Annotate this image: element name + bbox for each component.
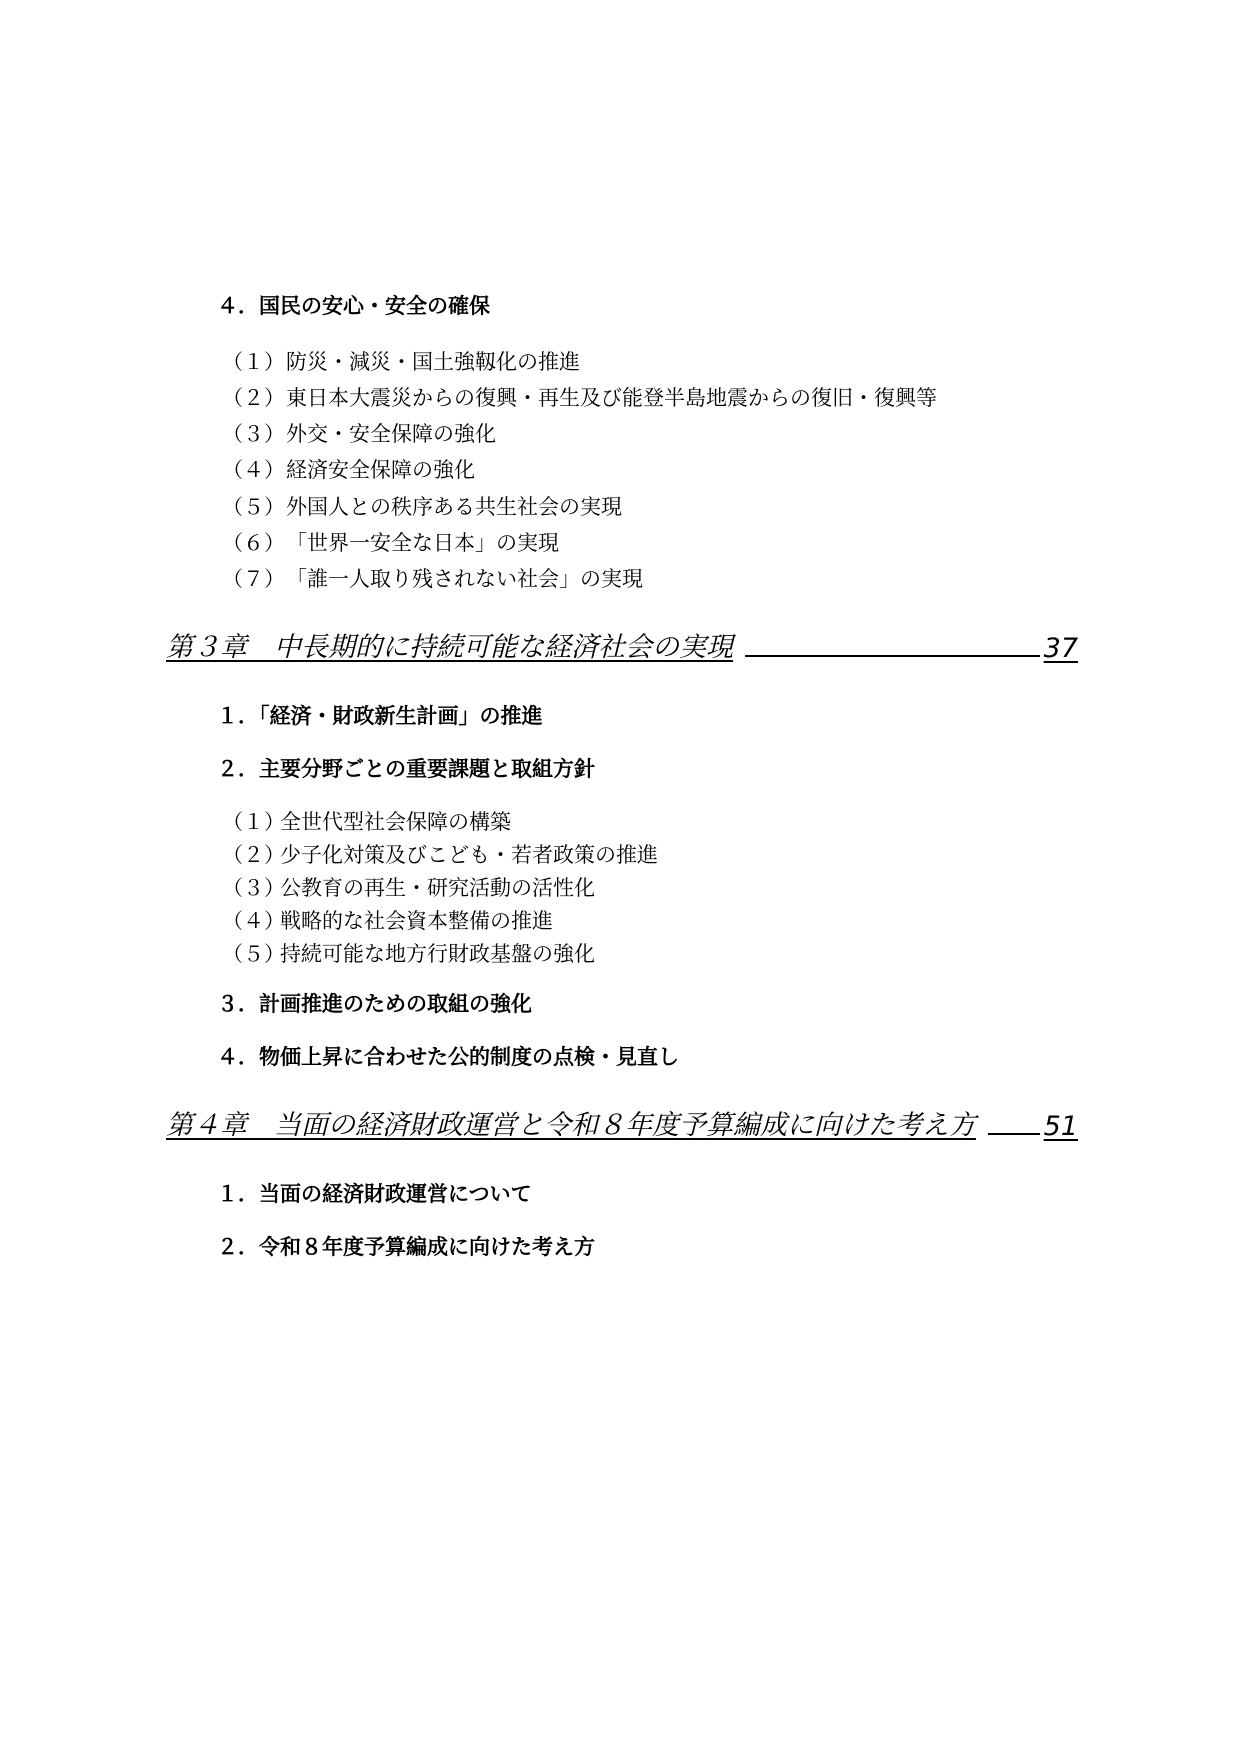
item-text: 外交・安全保障の強化	[286, 422, 496, 446]
item-text: 東日本大震災からの復興・再生及び能登半島地震からの復旧・復興等	[286, 386, 937, 410]
list-item	[222, 872, 595, 902]
list-item	[222, 382, 937, 412]
section-heading: ４．国民の安心・安全の確保	[217, 294, 490, 318]
list-item	[222, 839, 658, 869]
item-number: （１）	[222, 810, 285, 834]
list-item	[222, 491, 622, 521]
list-item	[222, 905, 553, 935]
list-item	[222, 938, 595, 968]
list-item	[222, 806, 511, 836]
item-number: （３）	[222, 876, 285, 900]
section-heading: ２．令和８年度予算編成に向けた考え方	[217, 1235, 595, 1259]
item-number: （２）	[222, 386, 285, 410]
item-number: （７）	[222, 567, 285, 591]
item-number: （４）	[222, 458, 285, 482]
section-heading: ２．主要分野ごとの重要課題と取組方針	[217, 757, 595, 781]
list-item	[222, 418, 496, 448]
item-text: 戦略的な社会資本整備の推進	[280, 909, 553, 933]
item-text: 持続可能な地方行財政基盤の強化	[280, 942, 595, 966]
chapter-title: 第４章 当面の経済財政運営と令和８年度予算編成に向けた考え方	[166, 1110, 976, 1141]
item-text: 外国人との秩序ある共生社会の実現	[286, 495, 622, 519]
list-item	[222, 346, 580, 376]
leader-line	[745, 655, 1040, 657]
item-text: 全世代型社会保障の構築	[280, 810, 511, 834]
item-number: （２）	[222, 843, 285, 867]
chapter-title: 第３章 中長期的に持続可能な経済社会の実現	[166, 632, 733, 663]
item-text: 経済安全保障の強化	[286, 458, 475, 482]
item-text: 公教育の再生・研究活動の活性化	[280, 876, 595, 900]
item-number: （３）	[222, 422, 285, 446]
section-heading: １．「経済・財政新生計画」の推進	[217, 704, 543, 728]
item-text: 少子化対策及びこども・若者政策の推進	[280, 843, 658, 867]
list-item	[222, 454, 475, 484]
item-text: 防災・減災・国土強靱化の推進	[286, 350, 580, 374]
leader-line	[988, 1133, 1040, 1135]
section-heading: ３．計画推進のための取組の強化	[217, 992, 532, 1016]
section-heading: １．当面の経済財政運営について	[217, 1182, 532, 1206]
item-number: （１）	[222, 350, 285, 374]
chapter-3-entry[interactable]	[166, 625, 1078, 664]
item-text: 「世界一安全な日本」の実現	[286, 531, 559, 555]
item-number: （５）	[222, 942, 285, 966]
section-heading: ４．物価上昇に合わせた公的制度の点検・見直し	[217, 1045, 679, 1069]
list-item	[222, 563, 643, 593]
item-number: （４）	[222, 909, 285, 933]
list-item	[222, 527, 559, 557]
page-number: 51	[1043, 1111, 1078, 1142]
item-number: （５）	[222, 495, 285, 519]
item-text: 「誰一人取り残されない社会」の実現	[286, 567, 643, 591]
chapter-4-entry[interactable]	[166, 1103, 1078, 1142]
page-number: 37	[1043, 633, 1078, 664]
item-number: （６）	[222, 531, 285, 555]
